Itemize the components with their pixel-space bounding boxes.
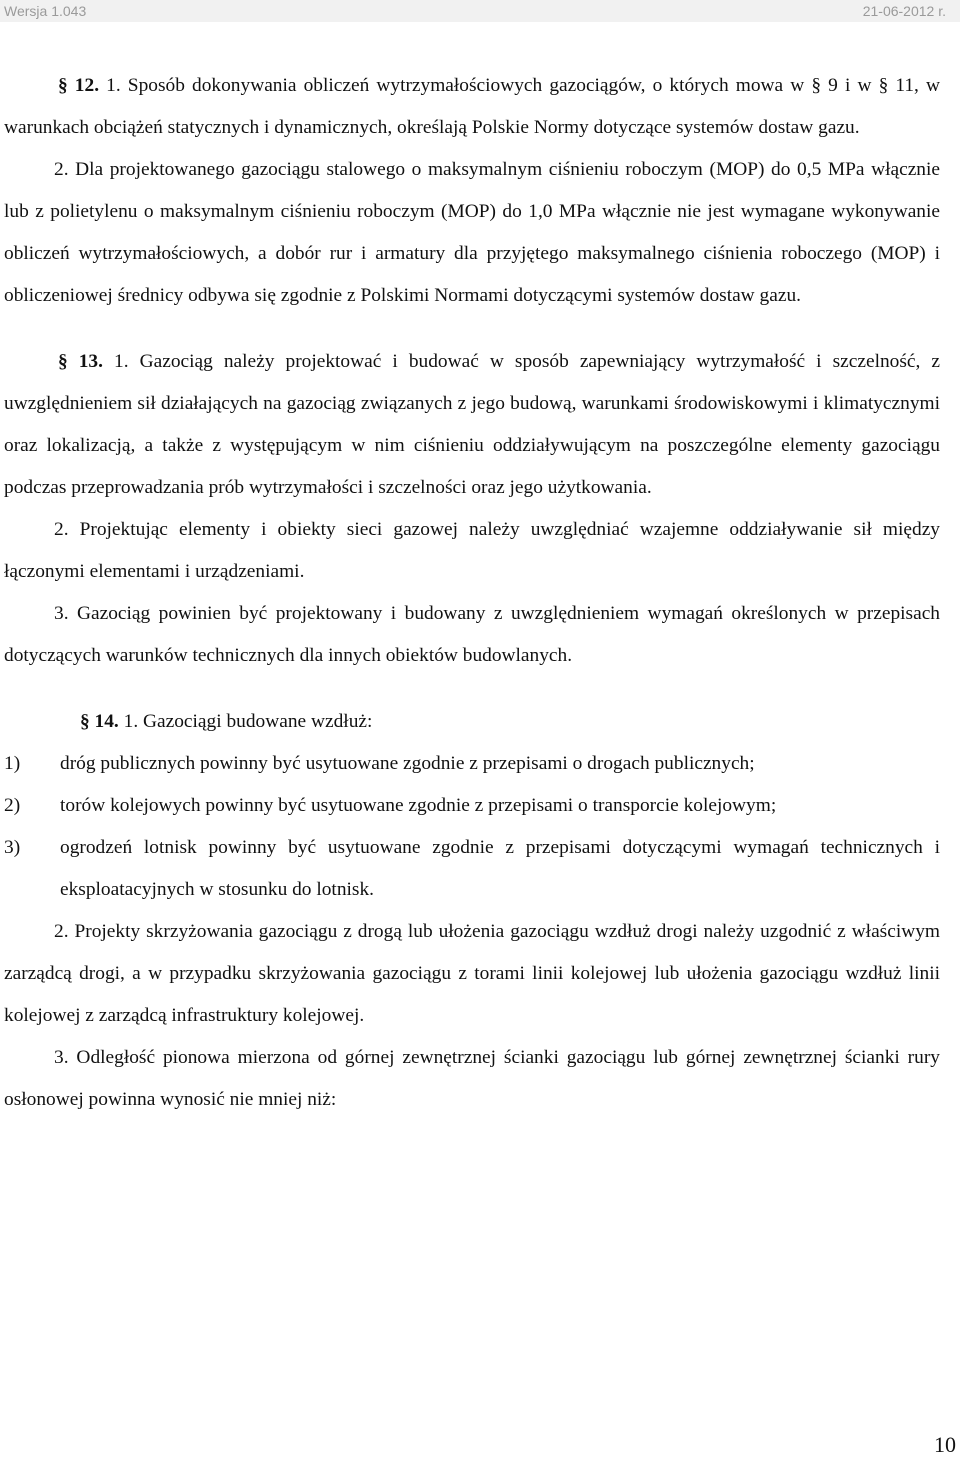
list-item-text: torów kolejowych powinny być usytuowane zgodnie z przepisami o transporcie kolejowym;: [60, 795, 777, 816]
section-13-para-2: 2. Projektując elementy i obiekty sieci gazowej należy uwzględniać wzajemne oddziaływanie sił między łączonymi elementami i urządzeniami.: [4, 519, 940, 582]
paragraph-text: 1. Gazociąg należy projektować i budować w sposób zapewniający wytrzymałość i szczelność, z uwzględnieniem sił działających na gazociąg związanych z jego budową, warunkami środowiskowymi i klimatycznymi oraz lokalizacją, a także z występującym w nim ciśnieniu oddziaływującym na poszczególne elementy gazociągu podczas przeprowadzania prób wytrzymałości i szczelności oraz jego użytkowania.: [4, 351, 941, 498]
list-item-text: ogrodzeń lotnisk powinny być usytuowane zgodnie z przepisami dotyczącymi wymagań technicznych i eksploatacyjnych w stosunku do lotnisk.: [60, 837, 940, 900]
document-body: [4, 65, 940, 1121]
list-marker: 3): [4, 837, 21, 858]
list-marker: 2): [4, 795, 21, 816]
list-item: [4, 743, 940, 785]
section-14-para-3: 3. Odległość pionowa mierzona od górnej zewnętrznej ścianki gazociągu lub górnej zewnętrznej ścianki rury osłonowej powinna wynosić nie mniej niż:: [4, 1047, 940, 1110]
section-number: § 12.: [58, 75, 100, 96]
paragraph-text: 1. Gazociągi budowane wzdłuż:: [118, 711, 373, 732]
section-13-para-3: 3. Gazociąg powinien być projektowany i budowany z uwzględnieniem wymagań określonych w przepisach dotyczących warunków technicznych dla innych obiektów budowlanych.: [4, 603, 940, 666]
list-marker: 1): [4, 753, 21, 774]
page-number: 10: [934, 1432, 956, 1457]
document-date: 21-06-2012 r.: [862, 3, 946, 19]
section-14-para-2: 2. Projekty skrzyżowania gazociągu z drogą lub ułożenia gazociągu wzdłuż drogi należy uzgodnić z właściwym zarządcą drogi, a w przypadku skrzyżowania gazociągu z torami linii kolejowej lub ułożenia gazociągu wzdłuż linii kolejowej z zarządcą infrastruktury kolejowej.: [4, 921, 940, 1026]
document-version: Wersja 1.043: [4, 3, 87, 19]
section-12-para-2: 2. Dla projektowanego gazociągu stalowego o maksymalnym ciśnieniu roboczym (MOP) do 0,5 MPa włącznie lub z polietylenu o maksymalnym ciśnieniu roboczym (MOP) do 1,0 MPa włącznie nie jest wymagane wykonywanie obliczeń wytrzymałościowych, a dobór rur i armatury dla przyjętego maksymalnego ciśnienia roboczego (MOP) i obliczeniowej średnicy odbywa się zgodnie z Polskimi Normami dotyczącymi systemów dostaw gazu.: [4, 159, 940, 306]
paragraph-text: 1. Sposób dokonywania obliczeń wytrzymałościowych gazociągów, o których mowa w § 9 i w § 11, w warunkach obciążeń statycznych i dynamicznych, określają Polskie Normy dotyczące systemów dostaw gazu.: [4, 75, 941, 138]
section-14-para-1: [4, 701, 940, 743]
list-item-text: dróg publicznych powinny być usytuowane zgodnie z przepisami o drogach publicznych;: [60, 753, 755, 774]
section-number: § 13.: [58, 351, 103, 372]
section-12-para-1: [4, 65, 940, 149]
section-number: § 14.: [80, 711, 119, 732]
list-item: [4, 785, 940, 827]
list-item: [4, 827, 940, 911]
section-13-para-1: [4, 341, 940, 509]
page-header: [0, 0, 960, 22]
